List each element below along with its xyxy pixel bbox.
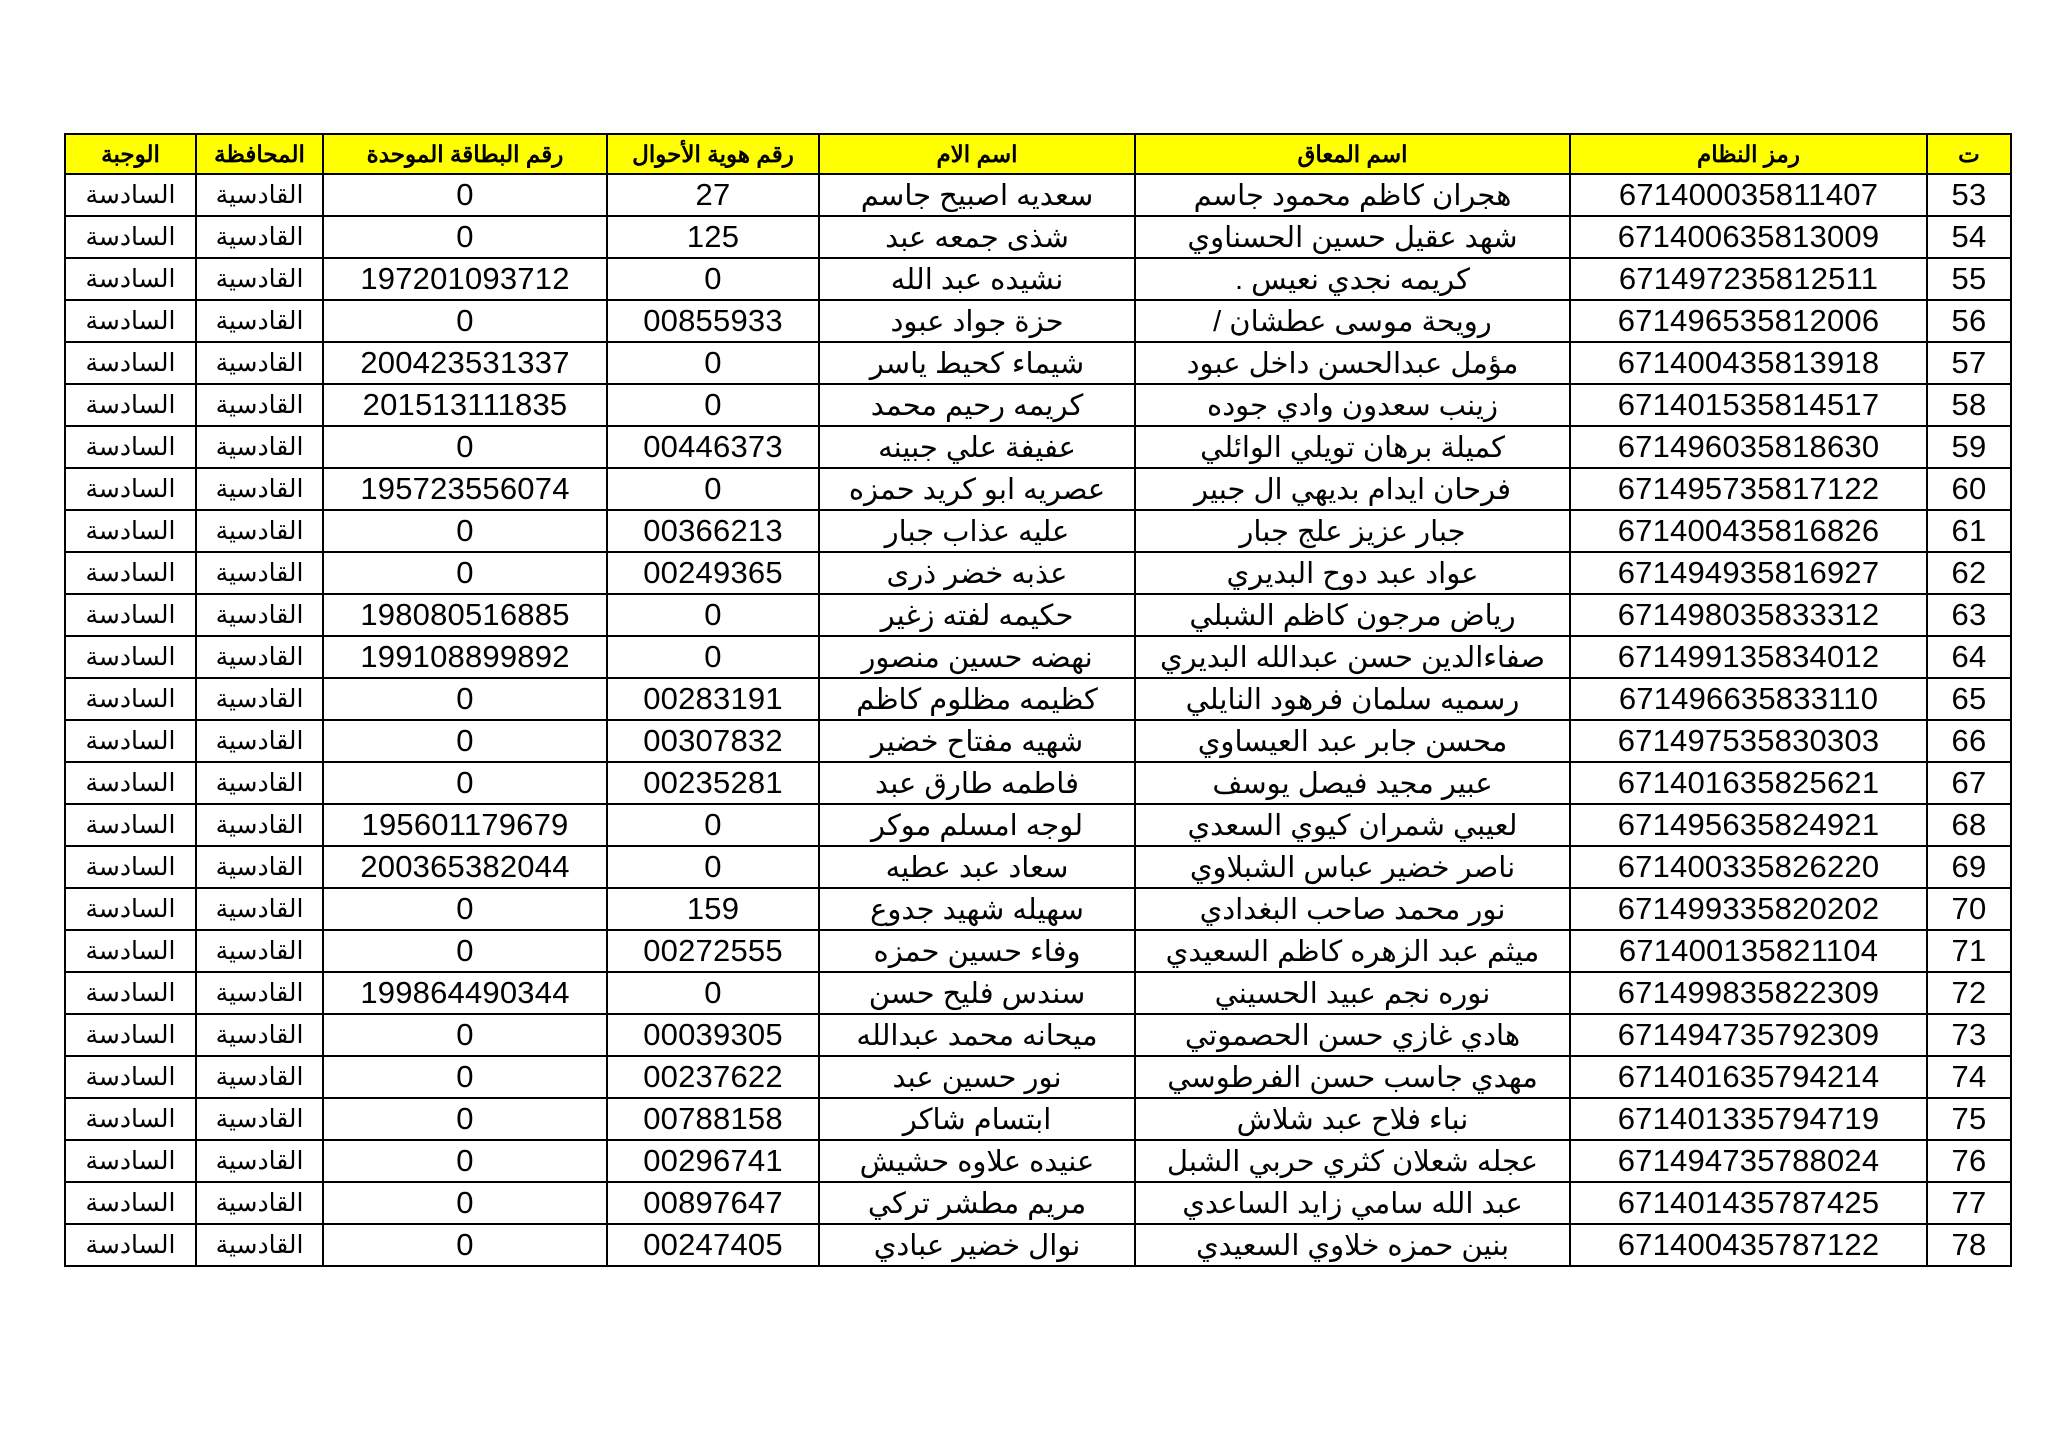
cell-batch: السادسة — [65, 636, 196, 678]
cell-disabled-name: رسميه سلمان فرهود النايلي — [1135, 678, 1570, 720]
cell-system-code: 671499835822309 — [1570, 972, 1927, 1014]
cell-batch: السادسة — [65, 1182, 196, 1224]
header-row — [65, 134, 2011, 174]
cell-mother-name: فاطمه طارق عبد — [819, 762, 1135, 804]
header-disabled-name: اسم المعاق — [1135, 134, 1570, 174]
cell-governorate: القادسية — [196, 510, 323, 552]
cell-system-code: 671498035833312 — [1570, 594, 1927, 636]
cell-batch: السادسة — [65, 678, 196, 720]
cell-seq: 70 — [1927, 888, 2011, 930]
cell-seq: 55 — [1927, 258, 2011, 300]
cell-unified-card: 0 — [323, 930, 607, 972]
cell-mother-name: مريم مطشر تركي — [819, 1182, 1135, 1224]
table-row — [65, 426, 2011, 468]
cell-disabled-name: عواد عبد دوح البديري — [1135, 552, 1570, 594]
cell-system-code: 671496635833110 — [1570, 678, 1927, 720]
cell-system-code: 671497535830303 — [1570, 720, 1927, 762]
cell-unified-card: 199864490344 — [323, 972, 607, 1014]
cell-seq: 78 — [1927, 1224, 2011, 1266]
cell-batch: السادسة — [65, 300, 196, 342]
header-seq: ت — [1927, 134, 2011, 174]
cell-batch: السادسة — [65, 1014, 196, 1056]
table-row — [65, 804, 2011, 846]
table-row — [65, 930, 2011, 972]
cell-mother-name: عفيفة علي جبينه — [819, 426, 1135, 468]
table-row — [65, 300, 2011, 342]
cell-governorate: القادسية — [196, 468, 323, 510]
cell-mother-name: كظيمه مظلوم كاظم — [819, 678, 1135, 720]
cell-unified-card: 195723556074 — [323, 468, 607, 510]
cell-mother-name: وفاء حسين حمزه — [819, 930, 1135, 972]
cell-unified-card: 200365382044 — [323, 846, 607, 888]
cell-system-code: 671496035818630 — [1570, 426, 1927, 468]
cell-governorate: القادسية — [196, 636, 323, 678]
cell-seq: 69 — [1927, 846, 2011, 888]
cell-civil-id: 00366213 — [607, 510, 819, 552]
header-governorate: المحافظة — [196, 134, 323, 174]
table-row — [65, 636, 2011, 678]
cell-mother-name: شهيه مفتاح خضير — [819, 720, 1135, 762]
cell-mother-name: سعاد عبد عطيه — [819, 846, 1135, 888]
cell-unified-card: 0 — [323, 678, 607, 720]
cell-disabled-name: ناصر خضير عباس الشبلاوي — [1135, 846, 1570, 888]
cell-civil-id: 0 — [607, 258, 819, 300]
cell-governorate: القادسية — [196, 552, 323, 594]
cell-governorate: القادسية — [196, 300, 323, 342]
cell-disabled-name: صفاءالدين حسن عبدالله البديري — [1135, 636, 1570, 678]
cell-disabled-name: رياض مرجون كاظم الشبلي — [1135, 594, 1570, 636]
cell-batch: السادسة — [65, 552, 196, 594]
table-row — [65, 1098, 2011, 1140]
cell-mother-name: شذى جمعه عبد — [819, 216, 1135, 258]
cell-unified-card: 0 — [323, 174, 607, 216]
cell-seq: 53 — [1927, 174, 2011, 216]
cell-governorate: القادسية — [196, 1182, 323, 1224]
cell-mother-name: سعديه اصبيح جاسم — [819, 174, 1135, 216]
header-mother-name: اسم الام — [819, 134, 1135, 174]
cell-seq: 72 — [1927, 972, 2011, 1014]
cell-governorate: القادسية — [196, 594, 323, 636]
cell-governorate: القادسية — [196, 384, 323, 426]
table-row — [65, 846, 2011, 888]
table-row — [65, 720, 2011, 762]
cell-disabled-name: عبير مجيد فيصل يوسف — [1135, 762, 1570, 804]
cell-mother-name: حكيمه لفته زغير — [819, 594, 1135, 636]
cell-civil-id: 0 — [607, 384, 819, 426]
cell-system-code: 671401535814517 — [1570, 384, 1927, 426]
cell-governorate: القادسية — [196, 174, 323, 216]
cell-seq: 76 — [1927, 1140, 2011, 1182]
cell-civil-id: 00249365 — [607, 552, 819, 594]
cell-batch: السادسة — [65, 174, 196, 216]
cell-system-code: 671400435813918 — [1570, 342, 1927, 384]
cell-mother-name: عنيده علاوه حشيش — [819, 1140, 1135, 1182]
header-system-code: رمز النظام — [1570, 134, 1927, 174]
beneficiaries-table — [64, 133, 2012, 1267]
cell-civil-id: 00235281 — [607, 762, 819, 804]
cell-civil-id: 0 — [607, 804, 819, 846]
cell-disabled-name: نوره نجم عبيد الحسيني — [1135, 972, 1570, 1014]
header-civil-id: رقم هوية الأحوال — [607, 134, 819, 174]
cell-system-code: 671497235812511 — [1570, 258, 1927, 300]
table-row — [65, 888, 2011, 930]
cell-system-code: 671496535812006 — [1570, 300, 1927, 342]
cell-system-code: 671495735817122 — [1570, 468, 1927, 510]
cell-seq: 60 — [1927, 468, 2011, 510]
cell-governorate: القادسية — [196, 1056, 323, 1098]
cell-mother-name: حزة جواد عبود — [819, 300, 1135, 342]
cell-disabled-name: جبار عزيز علج جبار — [1135, 510, 1570, 552]
cell-disabled-name: شهد عقيل حسين الحسناوي — [1135, 216, 1570, 258]
cell-disabled-name: هجران كاظم محمود جاسم — [1135, 174, 1570, 216]
cell-civil-id: 0 — [607, 594, 819, 636]
cell-governorate: القادسية — [196, 258, 323, 300]
cell-civil-id: 0 — [607, 846, 819, 888]
cell-mother-name: كريمه رحيم محمد — [819, 384, 1135, 426]
cell-unified-card: 195601179679 — [323, 804, 607, 846]
cell-disabled-name: نباء فلاح عبد شلاش — [1135, 1098, 1570, 1140]
cell-mother-name: شيماء كحيط ياسر — [819, 342, 1135, 384]
cell-disabled-name: مؤمل عبدالحسن داخل عبود — [1135, 342, 1570, 384]
cell-system-code: 671401435787425 — [1570, 1182, 1927, 1224]
cell-system-code: 671499335820202 — [1570, 888, 1927, 930]
cell-governorate: القادسية — [196, 216, 323, 258]
cell-governorate: القادسية — [196, 888, 323, 930]
cell-batch: السادسة — [65, 930, 196, 972]
cell-seq: 56 — [1927, 300, 2011, 342]
cell-batch: السادسة — [65, 972, 196, 1014]
cell-batch: السادسة — [65, 342, 196, 384]
cell-batch: السادسة — [65, 888, 196, 930]
table-row — [65, 1140, 2011, 1182]
cell-unified-card: 201513111835 — [323, 384, 607, 426]
cell-governorate: القادسية — [196, 1098, 323, 1140]
cell-governorate: القادسية — [196, 720, 323, 762]
cell-disabled-name: عجله شعلان كثري حربي الشبل — [1135, 1140, 1570, 1182]
cell-seq: 67 — [1927, 762, 2011, 804]
cell-system-code: 671401335794719 — [1570, 1098, 1927, 1140]
cell-unified-card: 0 — [323, 888, 607, 930]
cell-seq: 73 — [1927, 1014, 2011, 1056]
cell-disabled-name: مهدي جاسب حسن الفرطوسي — [1135, 1056, 1570, 1098]
cell-disabled-name: كريمه نجدي نعيس . — [1135, 258, 1570, 300]
cell-batch: السادسة — [65, 384, 196, 426]
table-row — [65, 552, 2011, 594]
table-header — [65, 134, 2011, 174]
header-batch: الوجبة — [65, 134, 196, 174]
cell-disabled-name: لعيبي شمران كيوي السعدي — [1135, 804, 1570, 846]
table-row — [65, 1182, 2011, 1224]
cell-batch: السادسة — [65, 1224, 196, 1266]
cell-mother-name: ابتسام شاكر — [819, 1098, 1135, 1140]
cell-seq: 63 — [1927, 594, 2011, 636]
cell-unified-card: 0 — [323, 426, 607, 468]
cell-disabled-name: ميثم عبد الزهره كاظم السعيدي — [1135, 930, 1570, 972]
cell-batch: السادسة — [65, 1098, 196, 1140]
cell-civil-id: 00855933 — [607, 300, 819, 342]
cell-mother-name: لوجه امسلم موكر — [819, 804, 1135, 846]
cell-civil-id: 27 — [607, 174, 819, 216]
cell-governorate: القادسية — [196, 804, 323, 846]
cell-unified-card: 0 — [323, 1098, 607, 1140]
cell-system-code: 671494735792309 — [1570, 1014, 1927, 1056]
cell-batch: السادسة — [65, 846, 196, 888]
cell-batch: السادسة — [65, 216, 196, 258]
table-row — [65, 342, 2011, 384]
cell-disabled-name: عبد الله سامي زايد الساعدي — [1135, 1182, 1570, 1224]
cell-civil-id: 00247405 — [607, 1224, 819, 1266]
cell-unified-card: 198080516885 — [323, 594, 607, 636]
cell-system-code: 671494735788024 — [1570, 1140, 1927, 1182]
cell-seq: 54 — [1927, 216, 2011, 258]
cell-disabled-name: فرحان ايدام بديهي ال جبير — [1135, 468, 1570, 510]
cell-seq: 59 — [1927, 426, 2011, 468]
table-row — [65, 510, 2011, 552]
cell-batch: السادسة — [65, 258, 196, 300]
cell-batch: السادسة — [65, 1140, 196, 1182]
cell-unified-card: 199108899892 — [323, 636, 607, 678]
cell-seq: 62 — [1927, 552, 2011, 594]
cell-governorate: القادسية — [196, 342, 323, 384]
cell-unified-card: 0 — [323, 1224, 607, 1266]
cell-governorate: القادسية — [196, 678, 323, 720]
cell-mother-name: سهيله شهيد جدوع — [819, 888, 1135, 930]
cell-unified-card: 0 — [323, 1182, 607, 1224]
cell-civil-id: 0 — [607, 972, 819, 1014]
cell-governorate: القادسية — [196, 972, 323, 1014]
cell-batch: السادسة — [65, 720, 196, 762]
cell-batch: السادسة — [65, 594, 196, 636]
cell-system-code: 671401635825621 — [1570, 762, 1927, 804]
cell-system-code: 671401635794214 — [1570, 1056, 1927, 1098]
cell-batch: السادسة — [65, 510, 196, 552]
cell-governorate: القادسية — [196, 930, 323, 972]
cell-civil-id: 0 — [607, 636, 819, 678]
cell-governorate: القادسية — [196, 1014, 323, 1056]
cell-civil-id: 0 — [607, 468, 819, 510]
table-row — [65, 1056, 2011, 1098]
cell-civil-id: 159 — [607, 888, 819, 930]
cell-disabled-name: رويحة موسى عطشان / — [1135, 300, 1570, 342]
cell-batch: السادسة — [65, 762, 196, 804]
cell-seq: 57 — [1927, 342, 2011, 384]
cell-unified-card: 0 — [323, 300, 607, 342]
cell-mother-name: عليه عذاب جبار — [819, 510, 1135, 552]
cell-seq: 74 — [1927, 1056, 2011, 1098]
table-row — [65, 1014, 2011, 1056]
table-row — [65, 678, 2011, 720]
cell-disabled-name: محسن جابر عبد العيساوي — [1135, 720, 1570, 762]
cell-unified-card: 0 — [323, 762, 607, 804]
cell-unified-card: 0 — [323, 552, 607, 594]
cell-seq: 71 — [1927, 930, 2011, 972]
cell-disabled-name: كميلة برهان تويلي الوائلي — [1135, 426, 1570, 468]
cell-seq: 64 — [1927, 636, 2011, 678]
cell-mother-name: نوال خضير عبادي — [819, 1224, 1135, 1266]
beneficiaries-sheet — [64, 133, 2010, 1267]
cell-system-code: 671400135821104 — [1570, 930, 1927, 972]
table-body — [65, 174, 2011, 1266]
cell-governorate: القادسية — [196, 426, 323, 468]
cell-mother-name: ميحانه محمد عبدالله — [819, 1014, 1135, 1056]
cell-mother-name: نهضه حسين منصور — [819, 636, 1135, 678]
cell-unified-card: 0 — [323, 720, 607, 762]
cell-batch: السادسة — [65, 426, 196, 468]
cell-system-code: 671400435787122 — [1570, 1224, 1927, 1266]
cell-governorate: القادسية — [196, 846, 323, 888]
cell-disabled-name: هادي غازي حسن الحصموتي — [1135, 1014, 1570, 1056]
cell-mother-name: سندس فليح حسن — [819, 972, 1135, 1014]
cell-disabled-name: بنين حمزه خلاوي السعيدي — [1135, 1224, 1570, 1266]
cell-disabled-name: زينب سعدون وادي جوده — [1135, 384, 1570, 426]
table-row — [65, 594, 2011, 636]
table-row — [65, 972, 2011, 1014]
cell-governorate: القادسية — [196, 1140, 323, 1182]
cell-civil-id: 00283191 — [607, 678, 819, 720]
header-unified-card: رقم البطاقة الموحدة — [323, 134, 607, 174]
cell-civil-id: 0 — [607, 342, 819, 384]
cell-governorate: القادسية — [196, 762, 323, 804]
cell-system-code: 671400035811407 — [1570, 174, 1927, 216]
cell-unified-card: 0 — [323, 216, 607, 258]
cell-system-code: 671400635813009 — [1570, 216, 1927, 258]
table-row — [65, 384, 2011, 426]
cell-seq: 66 — [1927, 720, 2011, 762]
cell-civil-id: 00296741 — [607, 1140, 819, 1182]
cell-civil-id: 00897647 — [607, 1182, 819, 1224]
cell-governorate: القادسية — [196, 1224, 323, 1266]
cell-civil-id: 00272555 — [607, 930, 819, 972]
cell-civil-id: 00788158 — [607, 1098, 819, 1140]
cell-batch: السادسة — [65, 468, 196, 510]
cell-mother-name: نور حسين عبد — [819, 1056, 1135, 1098]
cell-unified-card: 0 — [323, 1014, 607, 1056]
cell-system-code: 671494935816927 — [1570, 552, 1927, 594]
cell-seq: 77 — [1927, 1182, 2011, 1224]
cell-unified-card: 0 — [323, 1140, 607, 1182]
cell-mother-name: نشيده عبد الله — [819, 258, 1135, 300]
cell-civil-id: 00307832 — [607, 720, 819, 762]
cell-civil-id: 00039305 — [607, 1014, 819, 1056]
table-row — [65, 258, 2011, 300]
cell-system-code: 671499135834012 — [1570, 636, 1927, 678]
cell-batch: السادسة — [65, 804, 196, 846]
cell-system-code: 671495635824921 — [1570, 804, 1927, 846]
cell-batch: السادسة — [65, 1056, 196, 1098]
cell-seq: 58 — [1927, 384, 2011, 426]
table-row — [65, 762, 2011, 804]
cell-unified-card: 0 — [323, 510, 607, 552]
cell-seq: 65 — [1927, 678, 2011, 720]
cell-civil-id: 00237622 — [607, 1056, 819, 1098]
table-row — [65, 216, 2011, 258]
cell-disabled-name: نور محمد صاحب البغدادي — [1135, 888, 1570, 930]
cell-unified-card: 197201093712 — [323, 258, 607, 300]
table-row — [65, 174, 2011, 216]
cell-mother-name: عصريه ابو كريد حمزه — [819, 468, 1135, 510]
cell-unified-card: 0 — [323, 1056, 607, 1098]
cell-seq: 75 — [1927, 1098, 2011, 1140]
cell-seq: 61 — [1927, 510, 2011, 552]
table-row — [65, 1224, 2011, 1266]
cell-seq: 68 — [1927, 804, 2011, 846]
cell-system-code: 671400335826220 — [1570, 846, 1927, 888]
cell-civil-id: 00446373 — [607, 426, 819, 468]
cell-unified-card: 200423531337 — [323, 342, 607, 384]
cell-mother-name: عذبه خضر ذرى — [819, 552, 1135, 594]
cell-civil-id: 125 — [607, 216, 819, 258]
cell-system-code: 671400435816826 — [1570, 510, 1927, 552]
table-row — [65, 468, 2011, 510]
